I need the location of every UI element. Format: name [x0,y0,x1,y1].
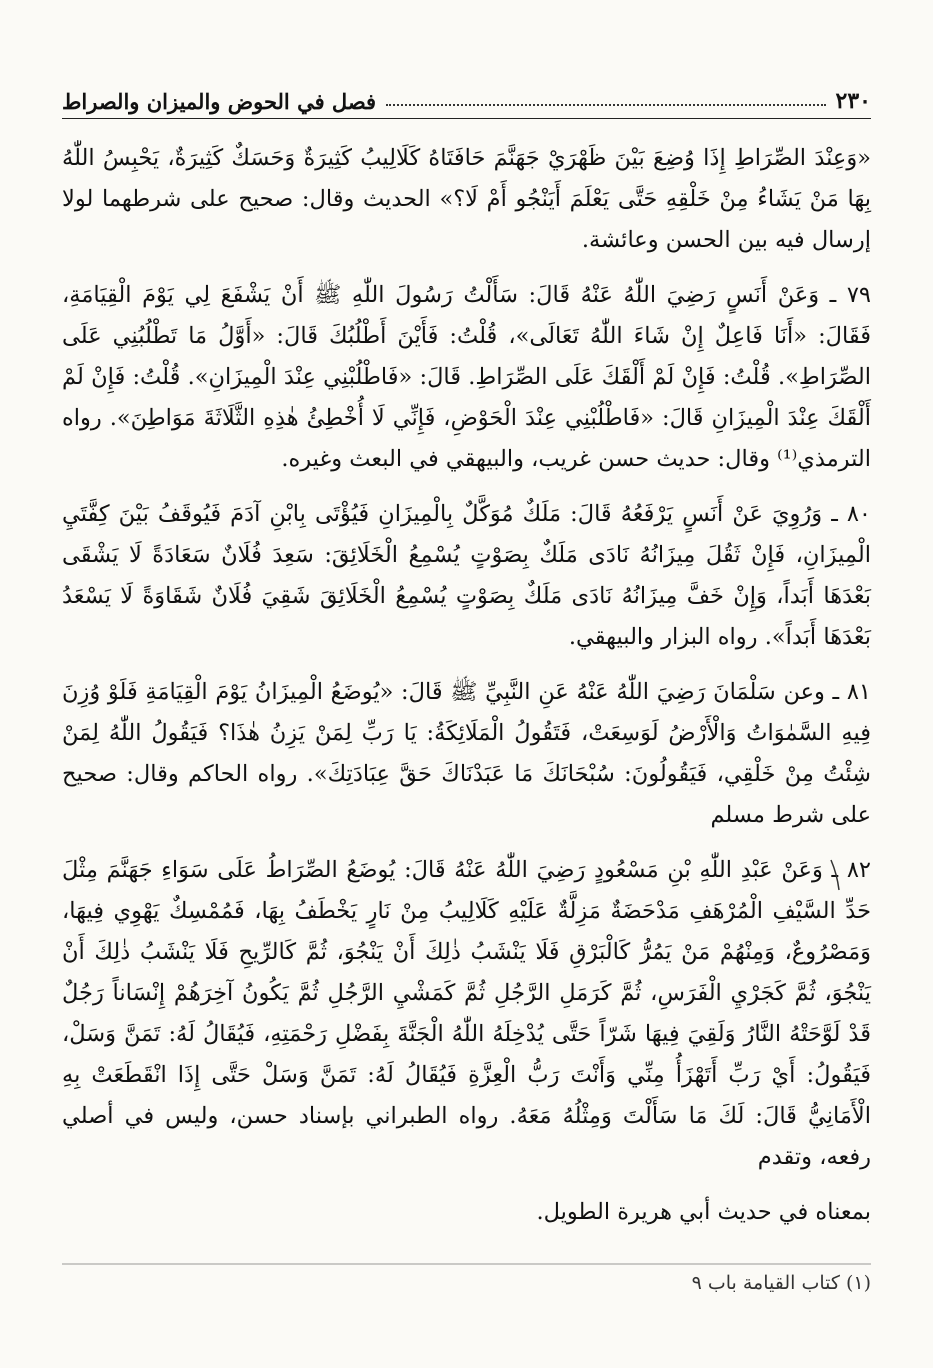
paragraph-hadith-continuation: «وَعِنْدَ الصِّرَاطِ إِذَا وُضِعَ بَيْنَ ظَهْرَيْ جَهَنَّمَ حَافَتَاهُ كَلَالِيبُ كَثِيرَةٌ وَحَسَكٌ كَثِيرَةٌ، يَحْبِسُ اللّٰهُ بِهَا مَنْ يَشَاءُ مِنْ خَلْقِهِ حَتَّى يَعْلَمَ أَيَنْجُو أَمْ لَا؟» الحديث وقال: صحيح على شرطهما لولا إرسال فيه بين الحسن وعائشة. [62,145,871,253]
leader-dots [386,104,825,106]
margin-pencil-mark [829,858,841,892]
page-body [62,138,871,1247]
paragraph-hadith-81: ٨١ ـ وعن سَلْمَانَ رَضِيَ اللّٰهُ عَنْهُ عَنِ النَّبِيِّ ﷺ قَالَ: «يُوضَعُ الْمِيزَانُ يَوْمَ الْقِيَامَةِ فَلَوْ وُزِنَ فِيهِ السَّمٰوَاتُ وَالْأَرْضُ لَوَسِعَتْ، فَتَقُولُ الْمَلَائِكَةُ: يَا رَبِّ لِمَنْ يَزِنُ هٰذَا؟ فَيَقُولُ اللّٰهُ لِمَنْ شِئْتُ مِنْ خَلْقِي، فَيَقُولُونَ: سُبْحَانَكَ مَا عَبَدْنَاكَ حَقَّ عِبَادَتِكَ». رواه الحاكم وقال: صحيح على شرط مسلم [62,679,871,828]
page-number: ٢٣٠ [835,88,871,114]
paragraph-hadith-80: ٨٠ ـ وَرُوِيَ عَنْ أَنَسٍ يَرْفَعُهُ قَالَ: مَلَكٌ مُوَكَّلٌ بِالْمِيزَانِ فَيُؤْتَى بِابْنِ آدَمَ فَيُوقَفُ بَيْنَ كِفَّتَيِ الْمِيزَانِ، فَإِنْ ثَقُلَ مِيزَانُهُ نَادَى مَلَكٌ بِصَوْتٍ يُسْمِعُ الْخَلَائِقَ: سَعِدَ فُلَانٌ سَعَادَةً لَا يَشْقَى بَعْدَهَا أَبَداً، وَإِنْ خَفَّ مِيزَانُهُ نَادَى مَلَكٌ بِصَوْتٍ يُسْمِعُ الْخَلَائِقَ شَقِيَ فُلَانٌ شَقَاوَةً لَا يَسْعَدُ بَعْدَهَا أَبَداً». رواه البزار والبيهقي. [62,501,871,650]
footnote: (١) كتاب القيامة باب ٩ [691,1272,871,1294]
page-header [62,78,871,119]
chapter-title: فصل في الحوض والميزان والصراط [62,89,377,114]
handwritten-note: بمعناه في حديث أبي هريرة الطويل. [536,1199,871,1225]
paragraph-hadith-82: ٨٢ ـ وَعَنْ عَبْدِ اللّٰهِ بْنِ مَسْعُودٍ رَضِيَ اللّٰهُ عَنْهُ قَالَ: يُوضَعُ الصِّرَاطُ عَلَى سَوَاءِ جَهَنَّمَ مِثْلَ حَدِّ السَّيْفِ الْمُرْهَفِ مَدْحَضَةٌ مَزِلَّةٌ عَلَيْهِ كَلَالِيبُ مِنْ نَارٍ يَخْطَفُ بِهَا، فَمُمْسِكٌ يَهْوِي فِيهَا، وَمَصْرُوعٌ، وَمِنْهُمْ مَنْ يَمُرُّ كَالْبَرْقِ فَلَا يَنْشَبُ ذٰلِكَ أَنْ يَنْجُوَ، ثُمَّ كَالرِّيحِ فَلَا يَنْشَبُ ذٰلِكَ أَنْ يَنْجُوَ، ثُمَّ كَجَرْيِ الْفَرَسِ، ثُمَّ كَرَمَلِ الرَّجُلِ ثُمَّ كَمَشْيِ الرَّجُلِ ثُمَّ يَكُونُ آخِرَهُمْ إِنْسَاناً رَجُلٌ قَدْ لَوَّحَتْهُ النَّارُ وَلَقِيَ فِيهَا شَرّاً حَتَّى يُدْخِلَهُ اللّٰهُ الْجَنَّةَ بِفَضْلِ رَحْمَتِهِ، فَيُقَالُ لَهُ: تَمَنَّ وَسَلْ، فَيَقُولُ: أَيْ رَبِّ أَتَهْزَأُ مِنِّي وَأَنْتَ رَبُّ الْعِزَّةِ فَيُقَالُ لَهُ: تَمَنَّ وَسَلْ حَتَّى إِذَا انْقَطَعَتْ بِهِ الْأَمَانِيُّ قَالَ: لَكَ مَا سَأَلْتَ وَمِثْلُهُ مَعَهُ. رواه الطبراني بإسناد حسن، وليس في أصلي رفعه، وتقدم [62,857,871,1170]
paragraph-hadith-79: ٧٩ ـ وَعَنْ أَنَسٍ رَضِيَ اللّٰهُ عَنْهُ قَالَ: سَأَلْتُ رَسُولَ اللّٰهِ ﷺ أَنْ يَشْفَعَ لِي يَوْمَ الْقِيَامَةِ، فَقَالَ: «أَنَا فَاعِلٌ إِنْ شَاءَ اللّٰهُ تَعَالَى»، قُلْتُ: فَأَيْنَ أَطْلُبُكَ قَالَ: «أَوَّلُ مَا تَطْلُبُنِي عَلَى الصِّرَاطِ». قُلْتُ: فَإِنْ لَمْ أَلْقَكَ عَلَى الصِّرَاطِ. قَالَ: «فَاطْلُبْنِي عِنْدَ الْمِيزَانِ». قُلْتُ: فَإِنْ لَمْ أَلْقَكَ عِنْدَ الْمِيزَانِ قَالَ: «فَاطْلُبْنِي عِنْدَ الْحَوْضِ، فَإِنِّي لَا أُخْطِئُ هٰذِهِ الثَّلَاثَةَ مَوَاطِنَ». رواه الترمذي⁽¹⁾ وقال: حديث حسن غريب، والبيهقي في البعث وغيره. [62,282,871,472]
footnote-divider [62,1262,871,1266]
